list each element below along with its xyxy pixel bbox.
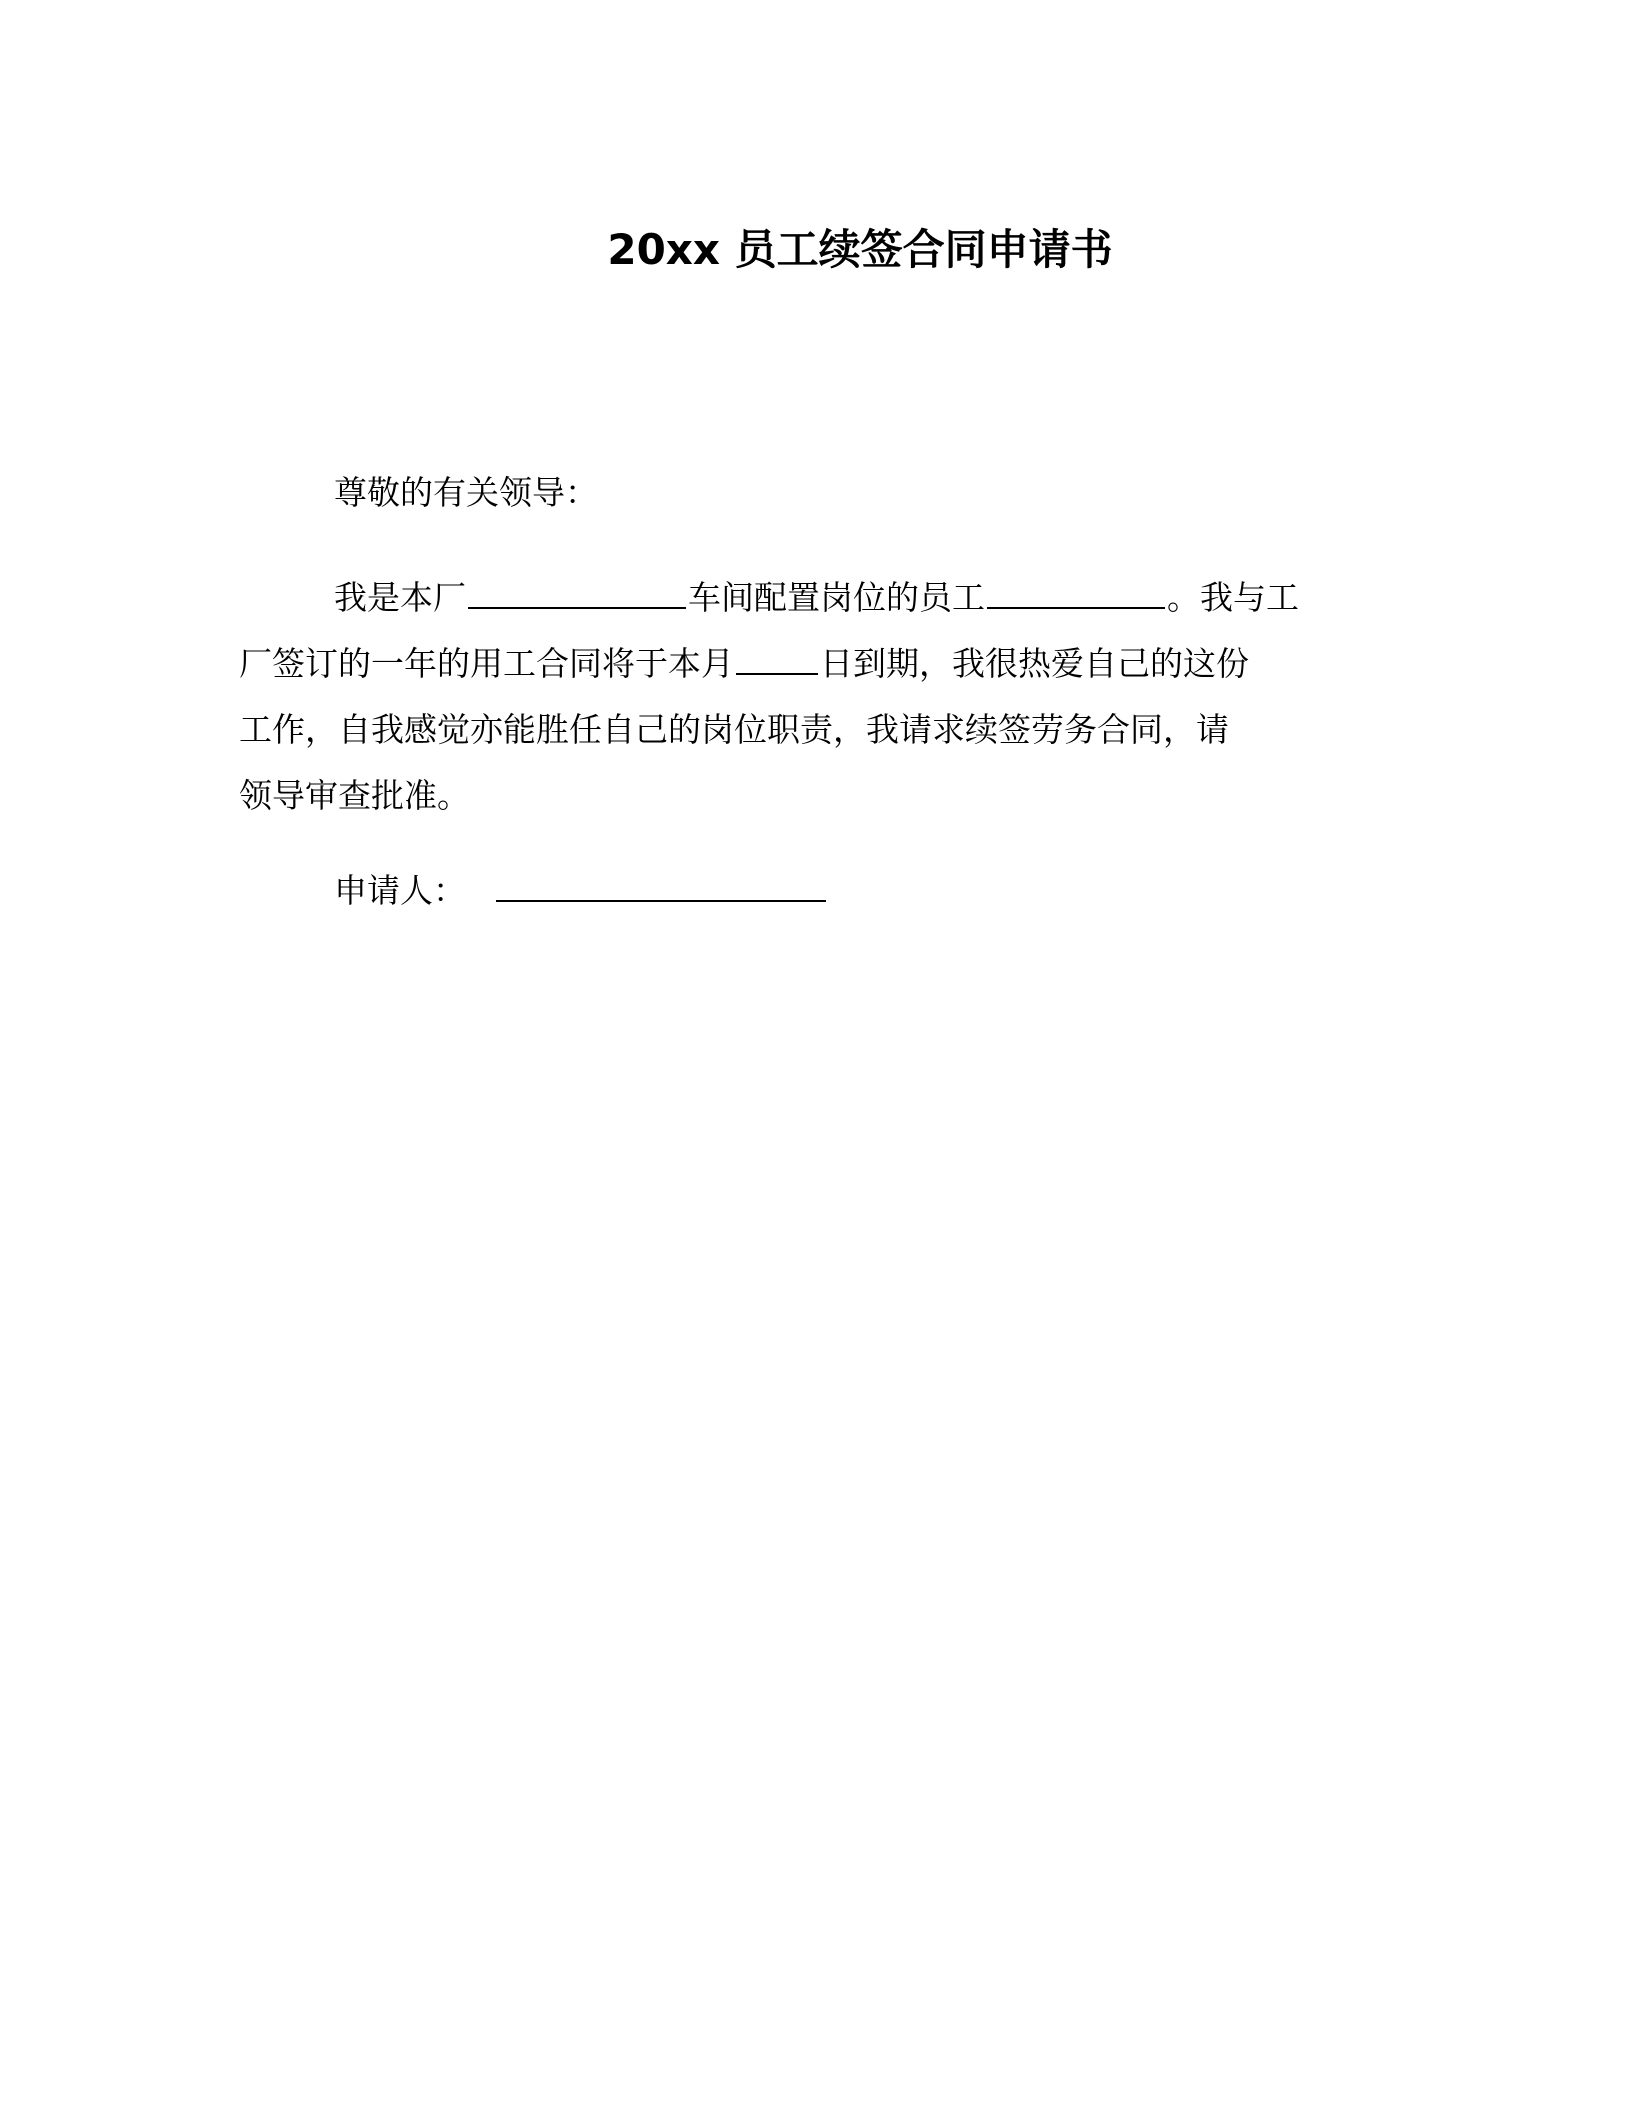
text-segment: 车间配置岗位的员工 <box>688 578 985 617</box>
workshop-blank[interactable] <box>468 573 686 609</box>
body-paragraph <box>239 565 1384 829</box>
applicant-blank[interactable] <box>496 866 826 902</box>
document-title: 20xx 员工续签合同申请书 <box>607 225 1113 274</box>
expiry-day-blank[interactable] <box>736 639 818 675</box>
paragraph-line-1 <box>239 565 1384 631</box>
text-segment: 日到期，我很热爱自己的这份 <box>820 644 1249 683</box>
paragraph-line-2 <box>239 631 1384 697</box>
paragraph-line-3: 工作，自我感觉亦能胜任自己的岗位职责，我请求续签劳务合同，请 <box>239 710 1229 749</box>
signature-label: 申请人： <box>334 871 466 910</box>
paragraph-line-4: 领导审查批准。 <box>239 776 470 815</box>
text-segment: 厂签订的一年的用工合同将于本月 <box>239 644 734 683</box>
salutation: 尊敬的有关领导： <box>334 473 598 512</box>
text-segment: 我是本厂 <box>334 578 466 617</box>
text-segment: 。我与工 <box>1167 578 1299 617</box>
signature-line <box>334 866 828 916</box>
employee-name-blank[interactable] <box>987 573 1165 609</box>
